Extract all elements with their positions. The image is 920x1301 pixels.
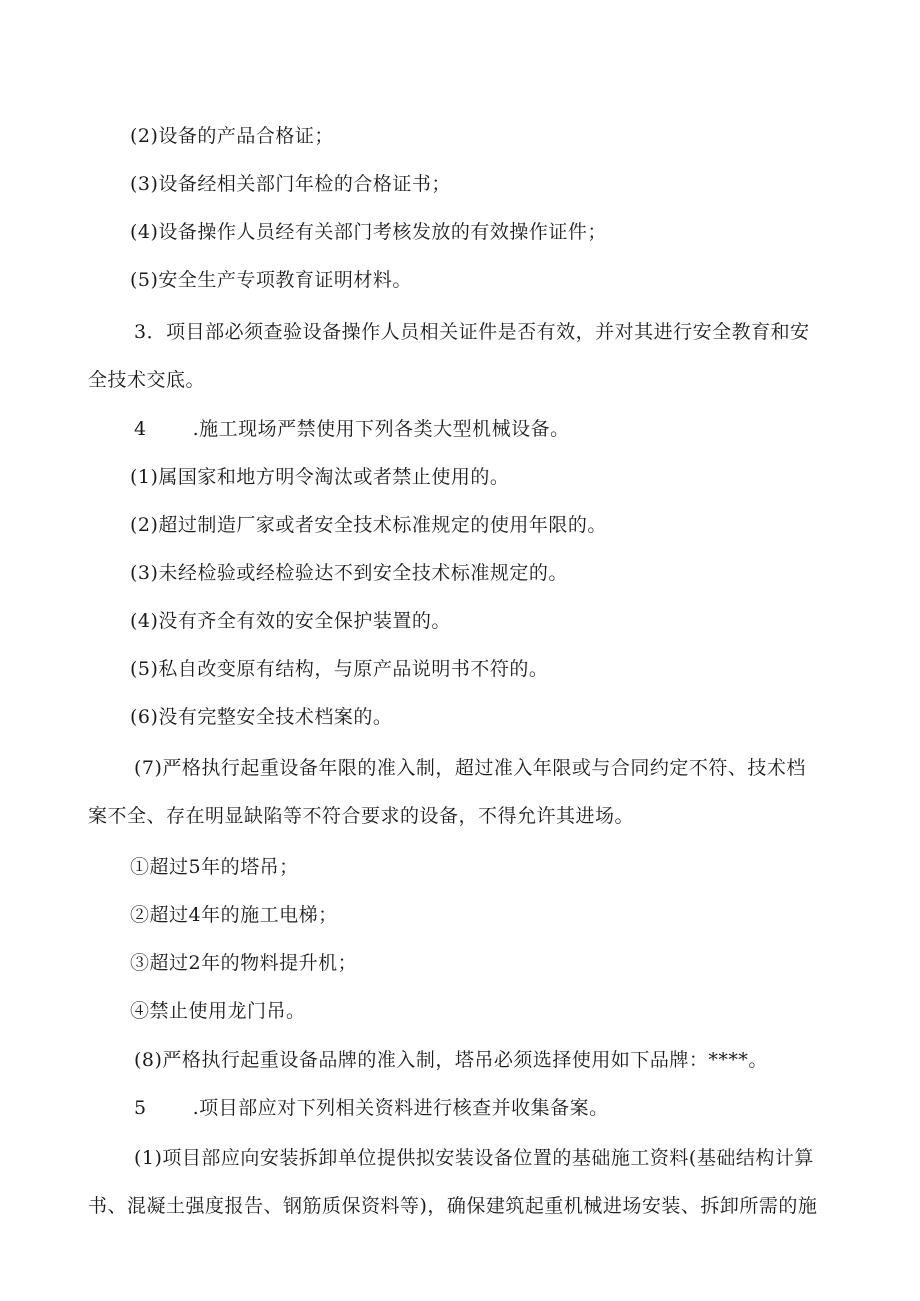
text-line-9: (2)超过制造厂家或者安全技术标准规定的使用年限的。	[130, 514, 607, 536]
section-4-heading	[134, 417, 570, 441]
text-line-8: (1)属国家和地方明令淘汰或者禁止使用的。	[130, 466, 510, 488]
text-line-1: (2)设备的产品合格证；	[130, 125, 334, 147]
text-line-18: ③超过2年的物料提升机；	[130, 952, 358, 974]
text-line-16: ①超过5年的塔吊；	[130, 856, 299, 878]
section-number: 4	[134, 418, 147, 440]
text-line-2: (3)设备经相关部门年检的合格证书；	[130, 173, 451, 195]
text-line-22: (1)项目部应向安装拆卸单位提供拟安装设备位置的基础施工资料(基础结构计算	[134, 1147, 814, 1169]
text-line-20: (8)严格执行起重设备品牌的准入制，塔吊必须选择使用如下品牌：****。	[134, 1049, 768, 1071]
text-line-4: (5)安全生产专项教育证明材料。	[130, 269, 412, 291]
text-line-11: (4)没有齐全有效的安全保护装置的。	[130, 610, 451, 632]
text-line-5: 3．项目部必须查验设备操作人员相关证件是否有效，并对其进行安全教育和安	[134, 321, 810, 343]
section-5-heading	[134, 1096, 609, 1120]
text-line-15: 案不全、存在明显缺陷等不符合要求的设备，不得允许其进场。	[88, 805, 635, 827]
text-line-12: (5)私自改变原有结构，与原产品说明书不符的。	[130, 658, 549, 680]
section-text: .项目部应对下列相关资料进行核查并收集备案。	[192, 1097, 609, 1119]
text-line-13: (6)没有完整安全技术档案的。	[130, 706, 393, 728]
text-line-3: (4)设备操作人员经有关部门考核发放的有效操作证件；	[130, 221, 607, 243]
section-number: 5	[134, 1097, 147, 1119]
text-line-14: (7)严格执行起重设备年限的准入制，超过准入年限或与合同约定不符、技术档	[134, 757, 806, 779]
text-line-6: 全技术交底。	[88, 369, 206, 391]
section-text: .施工现场严禁使用下列各类大型机械设备。	[192, 418, 570, 440]
text-line-17: ②超过4年的施工电梯；	[130, 904, 338, 926]
text-line-10: (3)未经检验或经检验达不到安全技术标准规定的。	[130, 562, 568, 584]
text-line-23: 书、混凝土强度报告、钢筋质保资料等)，确保建筑起重机械进场安装、拆卸所需的施	[88, 1195, 818, 1217]
text-line-19: ④禁止使用龙门吊。	[130, 1000, 306, 1022]
